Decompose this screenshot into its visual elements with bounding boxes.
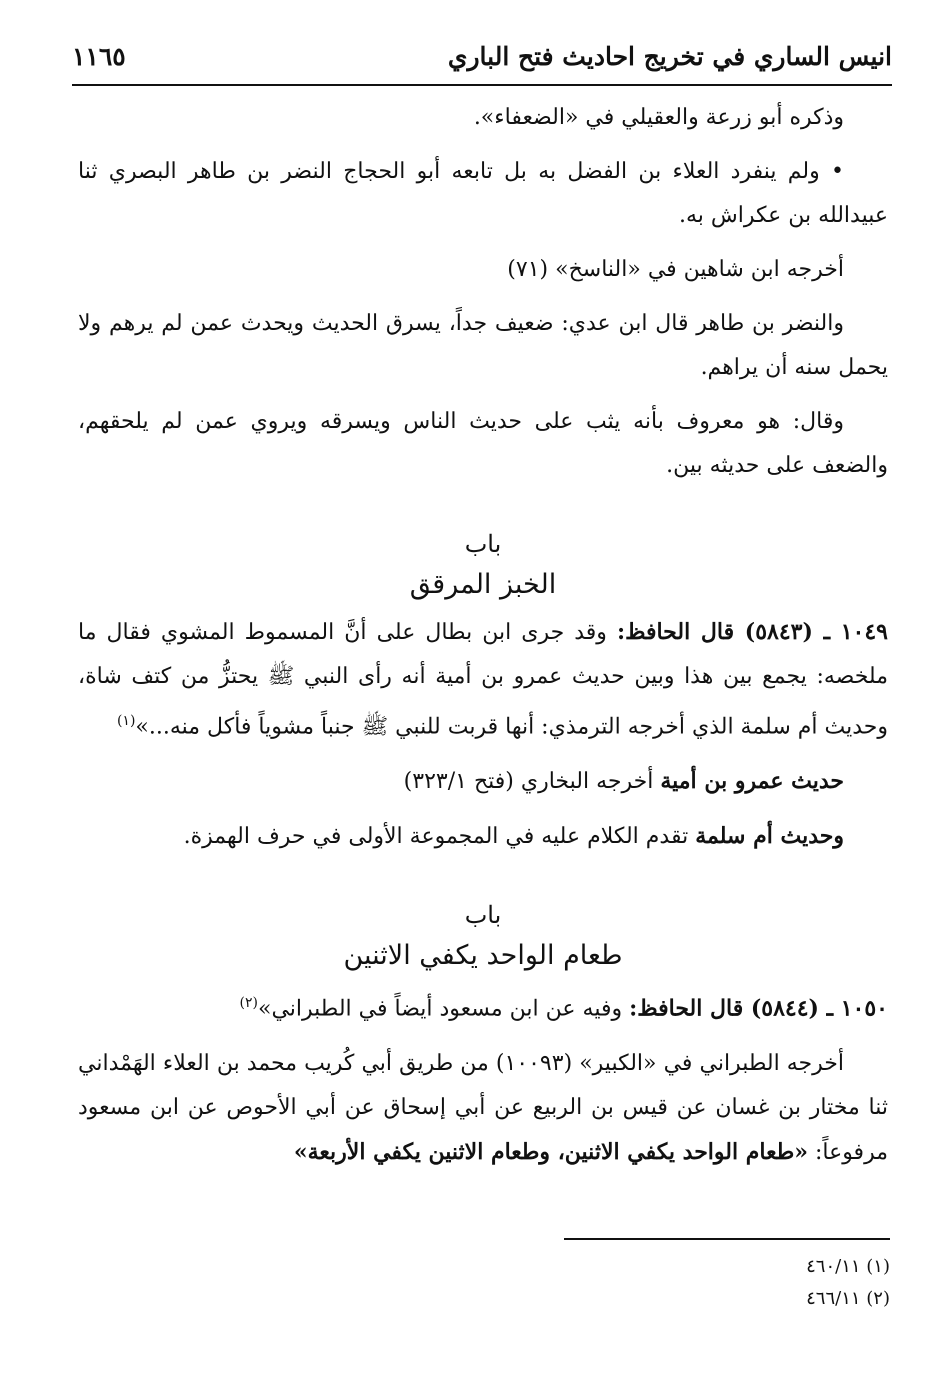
paragraph: وقال: هو معروف بأنه يثب على حديث الناس ويسرقه ويروي عمن لم يلحقهم، والضعف على حديثه بين.	[78, 409, 888, 478]
paragraph-text: أخرجه الطبراني في «الكبير» (١٠٠٩٣) من طريق أبي كُريب محمد بن العلاء الهَمْداني ثنا مختار بن غسان عن قيس بن الربيع عن أبي إسحاق عن أبي الأحوص عن ابن مسعود مرفوعاً:	[78, 1050, 888, 1165]
paragraph: والنضر بن طاهر قال ابن عدي: ضعيف جداً، يسرق الحديث ويحدث عمن لم يرهم ولا يحمل سنه أن يراهم.	[78, 311, 888, 380]
section-title: طعام الواحد يكفي الاثنين	[343, 940, 623, 972]
paragraph: وذكره أبو زرعة والعقيلي في «الضعفاء».	[473, 105, 844, 130]
section-title: الخبز المرقق	[409, 569, 557, 600]
section-label: باب	[464, 901, 502, 930]
footnote-ref: (١)	[116, 713, 136, 729]
hadith-name: وحديث أم سلمة	[695, 823, 844, 850]
paragraph	[78, 759, 888, 804]
paragraph	[78, 1042, 888, 1175]
footnotes	[490, 1250, 890, 1316]
footnote-ref: (٢)	[239, 995, 258, 1012]
hadith-quote: «طعام الواحد يكفي الاثنين، وطعام الاثنين يكفي الأربعة»	[293, 1138, 808, 1165]
footnote-rule	[564, 1238, 890, 1240]
entry-text: وفيه عن ابن مسعود أيضاً في الطبراني»	[257, 996, 623, 1022]
running-header	[72, 38, 892, 84]
hadith-entry	[78, 610, 888, 749]
entry-text: وقد جرى ابن بطال على أنَّ المسموط المشوي فقال ما ملخصه: يجمع بين هذا وبين حديث عمرو بن أمية أنه رأى النبي ﷺ يحتزُّ من كتف شاة، وحديث أم سلمة الذي أخرجه الترمذي: أنها قربت للنبي ﷺ جنباً مشوياً فأكل منه...»	[78, 620, 888, 740]
entry-number: ١٠٥٠ ـ (٥٨٤٤) قال الحافظ:	[629, 995, 888, 1022]
entry-number: ١٠٤٩ ـ (٥٨٤٣) قال الحافظ:	[616, 619, 888, 645]
page-body	[78, 96, 888, 1185]
paragraph-text: تقدم الكلام عليه في المجموعة الأولى في حرف الهمزة.	[183, 824, 689, 850]
paragraph: • ولم ينفرد العلاء بن الفضل به بل تابعه أبو الحجاج النضر بن طاهر البصري ثنا عبيدالله بن عكراش به.	[78, 159, 888, 228]
footnote: (٢) ٤٦٦/١١	[806, 1288, 890, 1309]
book-title: انيس الساري في تخريج احاديث فتح الباري	[447, 42, 892, 71]
footnote: (١) ٤٦٠/١١	[806, 1256, 890, 1277]
page-number: ١١٦٥	[72, 42, 126, 71]
paragraph: أخرجه ابن شاهين في «الناسخ» (٧١)	[507, 257, 844, 282]
paragraph-text: أخرجه البخاري (فتح ٣٢٣/١)	[403, 769, 654, 795]
header-rule	[72, 84, 892, 86]
hadith-name: حديث عمرو بن أمية	[660, 768, 844, 795]
paragraph	[78, 814, 888, 859]
section-label: باب	[464, 530, 502, 558]
hadith-entry	[78, 981, 888, 1031]
